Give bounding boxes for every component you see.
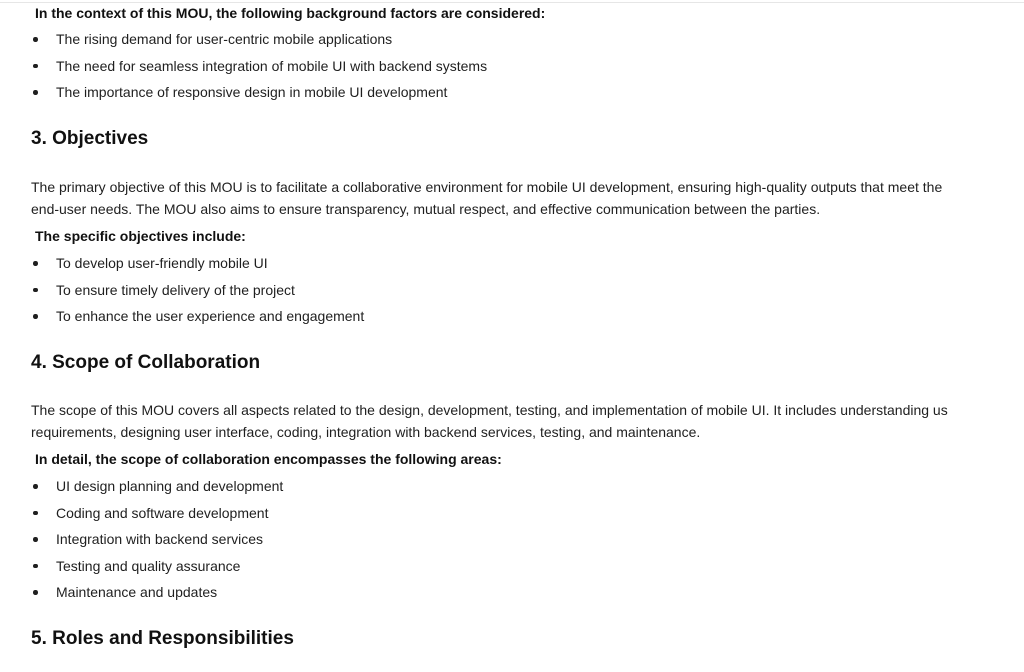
bullet-icon xyxy=(33,90,38,95)
scope-paragraph xyxy=(31,399,1024,443)
scope-lead-text: In detail, the scope of collaboration encompasses the following areas: xyxy=(35,451,502,467)
paragraph-line: end-user needs. The MOU also aims to ensure transparency, mutual respect, and effective communication between the parties. xyxy=(31,201,821,217)
list-item-text: The need for seamless integration of mobile UI with backend systems xyxy=(56,57,488,74)
background-lead-text: In the context of this MOU, the following background factors are considered: xyxy=(35,5,546,21)
bullet-icon xyxy=(33,261,38,266)
list-item-text: Integration with backend services xyxy=(56,531,263,548)
scope-list xyxy=(0,477,1024,610)
list-item-text: To develop user-friendly mobile UI xyxy=(56,255,268,271)
list-item xyxy=(0,557,1024,584)
objectives-list xyxy=(0,254,1024,334)
paragraph-line: The primary objective of this MOU is to facilitate a collaborative environment for mobile UI development, ensuring high-quality outputs that meet the xyxy=(31,179,943,195)
list-item xyxy=(0,307,1024,334)
bullet-icon xyxy=(33,564,38,569)
list-item xyxy=(0,504,1024,531)
objectives-lead-text: The specific objectives include: xyxy=(35,228,246,244)
list-item xyxy=(0,530,1024,557)
section-heading-roles: 5. Roles and Responsibilities xyxy=(31,628,294,649)
list-item-text: To ensure timely delivery of the project xyxy=(56,281,295,298)
list-item-text: To enhance the user experience and engagement xyxy=(56,308,365,325)
list-item-text: Testing and quality assurance xyxy=(56,557,241,574)
list-item xyxy=(0,583,1024,610)
list-item-text: The rising demand for user-centric mobile applications xyxy=(56,31,393,47)
section-heading-objectives: 3. Objectives xyxy=(31,128,149,149)
list-item xyxy=(0,83,1024,110)
list-item-text: Coding and software development xyxy=(56,504,269,521)
bullet-icon xyxy=(33,511,38,516)
section-heading-scope: 4. Scope of Collaboration xyxy=(31,352,261,373)
list-item-text: Maintenance and updates xyxy=(56,584,218,601)
bullet-icon xyxy=(33,484,38,489)
bullet-icon xyxy=(33,288,38,293)
list-item-text: The importance of responsive design in mobile UI development xyxy=(56,84,448,101)
list-item xyxy=(0,477,1024,504)
background-factors-list xyxy=(0,30,1024,110)
bullet-icon xyxy=(33,37,38,42)
bullet-icon xyxy=(33,314,38,319)
list-item-text: UI design planning and development xyxy=(56,478,284,494)
objectives-paragraph xyxy=(31,176,1024,220)
bullet-icon xyxy=(33,590,38,595)
list-item xyxy=(0,57,1024,84)
list-item xyxy=(0,30,1024,57)
bullet-icon xyxy=(33,64,38,69)
list-item xyxy=(0,254,1024,281)
paragraph-line: requirements, designing user interface, coding, integration with backend services, testing, and maintenance. xyxy=(31,424,701,440)
paragraph-line: The scope of this MOU covers all aspects related to the design, development, testing, and implementation of mobile UI. It includes understanding us xyxy=(31,402,948,418)
bullet-icon xyxy=(33,537,38,542)
list-item xyxy=(0,281,1024,308)
